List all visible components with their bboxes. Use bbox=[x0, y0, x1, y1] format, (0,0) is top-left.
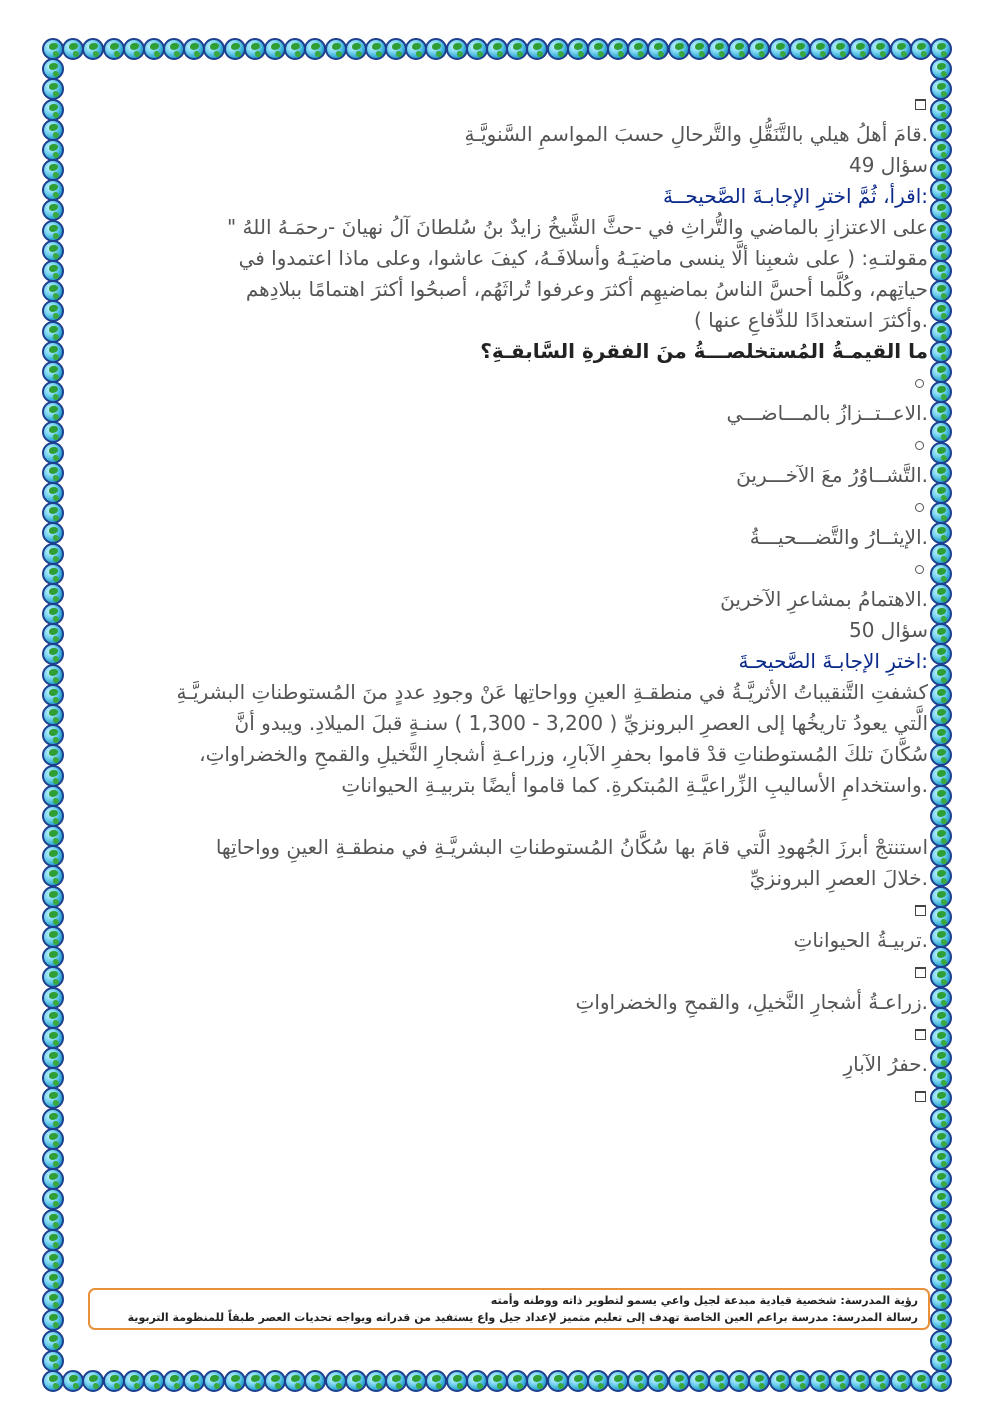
globe-icon bbox=[82, 1370, 104, 1392]
globe-icon bbox=[910, 38, 932, 60]
globe-icon bbox=[42, 1249, 64, 1271]
globe-icon bbox=[930, 926, 952, 948]
radio-button[interactable] bbox=[915, 503, 924, 512]
globe-icon bbox=[668, 38, 690, 60]
globe-icon bbox=[42, 664, 64, 686]
globe-icon bbox=[42, 421, 64, 443]
globe-icon bbox=[930, 1269, 952, 1291]
globe-icon bbox=[42, 946, 64, 968]
radio-button[interactable] bbox=[915, 441, 924, 450]
globe-icon bbox=[42, 1229, 64, 1251]
question-instruction: :اخترِ الإجابـةَ الصَّحيحـةَ bbox=[738, 649, 928, 673]
globe-icon bbox=[446, 38, 468, 60]
globe-icon bbox=[547, 1370, 569, 1392]
globe-icon bbox=[385, 38, 407, 60]
radio-row bbox=[75, 367, 928, 398]
globe-icon bbox=[425, 38, 447, 60]
checkbox[interactable] bbox=[915, 1091, 926, 1102]
globe-icon bbox=[728, 38, 750, 60]
globe-icon bbox=[668, 1370, 690, 1392]
globe-icon bbox=[405, 1370, 427, 1392]
globe-icon bbox=[486, 38, 508, 60]
question-instruction: :اقرأ، ثُمَّ اخترِ الإجابـةَ الصَّحيحــةَ bbox=[662, 184, 928, 208]
globe-icon bbox=[42, 1087, 64, 1109]
globe-icon bbox=[930, 300, 952, 322]
globe-icon bbox=[708, 38, 730, 60]
checkbox-row bbox=[75, 1080, 928, 1111]
globe-icon bbox=[930, 643, 952, 665]
globe-icon bbox=[42, 1168, 64, 1190]
globe-icon bbox=[829, 1370, 851, 1392]
globe-icon bbox=[42, 543, 64, 565]
answer-option-text: .تربيـةُ الحيواناتِ bbox=[793, 928, 928, 952]
globe-icon bbox=[930, 1249, 952, 1271]
checkbox-row bbox=[75, 956, 928, 987]
globe-icon bbox=[547, 38, 569, 60]
globe-icon bbox=[607, 38, 629, 60]
globe-icon bbox=[42, 1148, 64, 1170]
globe-icon bbox=[42, 987, 64, 1009]
globe-icon bbox=[42, 1289, 64, 1311]
globe-icon bbox=[930, 785, 952, 807]
globe-icon bbox=[42, 1128, 64, 1150]
globe-icon bbox=[930, 421, 952, 443]
globe-icon bbox=[607, 1370, 629, 1392]
globe-icon bbox=[42, 845, 64, 867]
globe-icon bbox=[42, 260, 64, 282]
globe-icon bbox=[42, 623, 64, 645]
globe-icon bbox=[365, 1370, 387, 1392]
globe-icon bbox=[42, 99, 64, 121]
passage-line: حياتِهم، وكُلَّما أحسَّ الناسُ بماضيهِم أكثرَ وعرفوا تُراثَهُم، أصبحُوا أكثرَ اهتمامًا ببلادِهم bbox=[245, 277, 928, 301]
globe-icon bbox=[62, 38, 84, 60]
globe-icon bbox=[244, 38, 266, 60]
globe-icon bbox=[930, 946, 952, 968]
answer-option-text: .الاهتمامُ بمشاعرِ الآخرينَ bbox=[720, 587, 928, 611]
globe-icon bbox=[930, 179, 952, 201]
globe-icon bbox=[930, 522, 952, 544]
radio-row bbox=[75, 553, 928, 584]
globe-icon bbox=[42, 280, 64, 302]
globe-icon bbox=[325, 1370, 347, 1392]
school-mission: رسالة المدرسة: مدرسة براعم العين الخاصة تهدف إلى تعليم متميز لإعداد جيل واع يستفيد من قدراته ويواجه تحديات العصر طبقاً للمنظومة التربوية bbox=[127, 1311, 918, 1324]
globe-icon bbox=[910, 1370, 932, 1392]
globe-icon bbox=[930, 1108, 952, 1130]
globe-icon bbox=[930, 825, 952, 847]
globe-icon bbox=[42, 159, 64, 181]
question-prompt: ما القيمـةُ المُستخلصـــةُ منَ الفقرةِ السَّابقـةِ؟ bbox=[480, 339, 928, 363]
globe-icon bbox=[42, 58, 64, 80]
globe-icon bbox=[82, 38, 104, 60]
answer-option-text: .حفرُ الآبارِ bbox=[843, 1052, 928, 1076]
globe-icon bbox=[930, 563, 952, 585]
globe-icon bbox=[930, 280, 952, 302]
globe-icon bbox=[466, 38, 488, 60]
globe-icon bbox=[42, 462, 64, 484]
globe-icon bbox=[930, 38, 952, 60]
globe-icon bbox=[244, 1370, 266, 1392]
school-footer-box bbox=[88, 1288, 930, 1330]
globe-icon bbox=[42, 684, 64, 706]
globe-icon bbox=[42, 906, 64, 928]
globe-icon bbox=[930, 1067, 952, 1089]
question-prompt: .خلالَ العصرِ البرونزيِّ bbox=[749, 866, 928, 890]
globe-icon bbox=[930, 966, 952, 988]
globe-icon bbox=[647, 38, 669, 60]
globe-icon bbox=[930, 987, 952, 1009]
globe-icon bbox=[183, 38, 205, 60]
globe-icon bbox=[345, 1370, 367, 1392]
globe-icon bbox=[42, 179, 64, 201]
answer-option-text: .الإيثــارُ والتَّضـــحيـــةُ bbox=[749, 525, 928, 549]
globe-icon bbox=[526, 38, 548, 60]
globe-icon bbox=[688, 38, 710, 60]
globe-icon bbox=[42, 1370, 64, 1392]
globe-icon bbox=[42, 744, 64, 766]
globe-icon bbox=[930, 845, 952, 867]
globe-icon bbox=[849, 1370, 871, 1392]
globe-icon bbox=[930, 260, 952, 282]
globe-icon bbox=[42, 966, 64, 988]
globe-icon bbox=[42, 139, 64, 161]
globe-icon bbox=[930, 1047, 952, 1069]
globe-icon bbox=[627, 1370, 649, 1392]
globe-icon bbox=[849, 38, 871, 60]
globe-icon bbox=[930, 1209, 952, 1231]
globe-icon bbox=[809, 38, 831, 60]
globe-icon bbox=[930, 744, 952, 766]
globe-icon bbox=[829, 38, 851, 60]
globe-icon bbox=[930, 442, 952, 464]
spacer bbox=[75, 801, 928, 832]
globe-icon bbox=[42, 240, 64, 262]
globe-icon bbox=[930, 664, 952, 686]
question-number: سؤال 50 bbox=[849, 618, 928, 642]
globe-icon bbox=[224, 1370, 246, 1392]
globe-icon bbox=[42, 381, 64, 403]
globe-icon bbox=[203, 38, 225, 60]
question-number: سؤال 49 bbox=[849, 153, 928, 177]
globe-icon bbox=[304, 38, 326, 60]
globe-icon bbox=[365, 38, 387, 60]
globe-icon bbox=[708, 1370, 730, 1392]
globe-icon bbox=[42, 321, 64, 343]
checkbox[interactable] bbox=[915, 967, 926, 978]
globe-icon bbox=[42, 1350, 64, 1372]
globe-icon bbox=[869, 1370, 891, 1392]
globe-icon bbox=[163, 1370, 185, 1392]
globe-icon bbox=[930, 99, 952, 121]
globe-icon bbox=[930, 623, 952, 645]
globe-icon bbox=[567, 38, 589, 60]
globe-icon bbox=[930, 220, 952, 242]
globe-icon bbox=[890, 1370, 912, 1392]
globe-icon bbox=[930, 462, 952, 484]
globe-icon bbox=[203, 1370, 225, 1392]
radio-row bbox=[75, 491, 928, 522]
globe-icon bbox=[42, 805, 64, 827]
globe-icon bbox=[42, 1047, 64, 1069]
globe-icon bbox=[103, 1370, 125, 1392]
checkbox[interactable] bbox=[915, 1029, 926, 1040]
globe-icon bbox=[506, 38, 528, 60]
globe-icon bbox=[930, 543, 952, 565]
globe-icon bbox=[930, 1289, 952, 1311]
globe-icon bbox=[123, 38, 145, 60]
globe-icon bbox=[930, 199, 952, 221]
globe-icon bbox=[930, 704, 952, 726]
globe-icon bbox=[42, 785, 64, 807]
passage-line: .وأكثرَ استعدادًا للدِّفاعِ عنها ) bbox=[694, 308, 928, 332]
globe-icon bbox=[930, 58, 952, 80]
passage-line: سُكَّانَ تلكَ المُستوطناتِ قدْ قاموا بحفرِ الآبارِ، وزراعـةِ أشجارِ النَّخيلِ والقمحِ والخضراواتِ، bbox=[199, 742, 928, 766]
globe-icon bbox=[506, 1370, 528, 1392]
globe-icon bbox=[789, 38, 811, 60]
globe-icon bbox=[930, 381, 952, 403]
globe-icon bbox=[930, 1087, 952, 1109]
globe-icon bbox=[930, 765, 952, 787]
globe-icon bbox=[930, 886, 952, 908]
globe-icon bbox=[123, 1370, 145, 1392]
checkbox-row bbox=[75, 894, 928, 925]
globe-icon bbox=[930, 361, 952, 383]
globe-icon bbox=[42, 300, 64, 322]
radio-button[interactable] bbox=[915, 565, 924, 574]
globe-icon bbox=[42, 1330, 64, 1352]
globe-icon bbox=[42, 361, 64, 383]
globe-icon bbox=[42, 1007, 64, 1029]
globe-icon bbox=[930, 865, 952, 887]
globe-icon bbox=[526, 1370, 548, 1392]
globe-icon bbox=[42, 482, 64, 504]
globe-icon bbox=[930, 159, 952, 181]
globe-icon bbox=[42, 1269, 64, 1291]
worksheet-content bbox=[75, 88, 928, 1111]
globe-icon bbox=[385, 1370, 407, 1392]
globe-icon bbox=[930, 502, 952, 524]
globe-icon bbox=[42, 825, 64, 847]
globe-icon bbox=[587, 38, 609, 60]
globe-icon bbox=[42, 220, 64, 242]
globe-icon bbox=[42, 522, 64, 544]
globe-icon bbox=[930, 1370, 952, 1392]
globe-icon bbox=[587, 1370, 609, 1392]
globe-icon bbox=[930, 1027, 952, 1049]
passage-line: مقولتـهِ: ( على شعبِنا ألَّا ينسى ماضيَـهُ وأسلافَـهُ، كيفَ عاشوا، وعلى ماذا اعتمدوا في bbox=[238, 246, 928, 270]
globe-icon bbox=[42, 1309, 64, 1331]
globe-icon bbox=[930, 1350, 952, 1372]
globe-icon bbox=[42, 401, 64, 423]
globe-icon bbox=[748, 1370, 770, 1392]
globe-icon bbox=[163, 38, 185, 60]
checkbox-row bbox=[75, 1018, 928, 1049]
globe-icon bbox=[42, 643, 64, 665]
globe-icon bbox=[42, 603, 64, 625]
globe-icon bbox=[42, 724, 64, 746]
globe-icon bbox=[789, 1370, 811, 1392]
globe-icon bbox=[769, 1370, 791, 1392]
answer-option-text: .قامَ أهلُ هيلي بالتَّنَقُّلِ والتَّرحالِ حسبَ المواسمِ السَّنويَّـةِ bbox=[464, 122, 928, 146]
globe-icon bbox=[930, 603, 952, 625]
globe-icon bbox=[809, 1370, 831, 1392]
school-vision: رؤية المدرسة: شخصية قيادية مبدعة لجيل واعي يسمو لتطوير ذاته ووطنه وأمته bbox=[490, 1294, 918, 1307]
radio-row bbox=[75, 429, 928, 460]
globe-icon bbox=[224, 38, 246, 60]
globe-icon bbox=[42, 119, 64, 141]
globe-icon bbox=[930, 321, 952, 343]
globe-icon bbox=[42, 78, 64, 100]
radio-button[interactable] bbox=[915, 379, 924, 388]
globe-icon bbox=[769, 38, 791, 60]
passage-line: .واستخدامِ الأساليبِ الزِّراعيَّـةِ المُبتكرةِ. كما قاموا أيضًا بتربيـةِ الحيواناتِ bbox=[341, 773, 928, 797]
globe-icon bbox=[304, 1370, 326, 1392]
globe-icon bbox=[627, 38, 649, 60]
globe-icon bbox=[930, 1168, 952, 1190]
globe-icon bbox=[688, 1370, 710, 1392]
globe-icon bbox=[284, 1370, 306, 1392]
globe-icon bbox=[647, 1370, 669, 1392]
globe-icon bbox=[42, 865, 64, 887]
globe-icon bbox=[869, 38, 891, 60]
globe-icon bbox=[264, 38, 286, 60]
globe-icon bbox=[930, 724, 952, 746]
globe-icon bbox=[930, 1128, 952, 1150]
globe-icon bbox=[930, 1188, 952, 1210]
globe-icon bbox=[42, 199, 64, 221]
checkbox[interactable] bbox=[915, 905, 926, 916]
globe-icon bbox=[345, 38, 367, 60]
passage-line: الَّتي يعودُ تاريخُها إلى العصرِ البرونزيِّ ( 3,200 - 1,300 ) سنـةٍ قبلَ الميلادِ. ويبدو أنَّ bbox=[234, 711, 928, 735]
globe-icon bbox=[42, 341, 64, 363]
globe-icon bbox=[42, 765, 64, 787]
globe-icon bbox=[567, 1370, 589, 1392]
globe-icon bbox=[42, 1188, 64, 1210]
globe-icon bbox=[42, 704, 64, 726]
globe-icon bbox=[890, 38, 912, 60]
answer-option-text: .التَّشــاوُرُ معَ الآخـــرينَ bbox=[736, 463, 928, 487]
globe-icon bbox=[42, 886, 64, 908]
answer-option-text: .الاعــتــزازُ بالمـــاضـــي bbox=[726, 401, 928, 425]
globe-icon bbox=[930, 1229, 952, 1251]
globe-icon bbox=[42, 502, 64, 524]
globe-icon bbox=[930, 906, 952, 928]
globe-icon bbox=[103, 38, 125, 60]
globe-icon bbox=[930, 805, 952, 827]
globe-icon bbox=[930, 482, 952, 504]
globe-icon bbox=[42, 1108, 64, 1130]
globe-icon bbox=[930, 401, 952, 423]
globe-icon bbox=[42, 926, 64, 948]
globe-icon bbox=[930, 1330, 952, 1352]
passage-line: كشفتِ التَّنقيباتُ الأثريَّـةُ في منطقـةِ العينِ وواحاتِها عَنْ وجودِ عددٍ منَ المُستوطناتِ البشريَّـةِ bbox=[176, 680, 928, 704]
answer-option-text: .زراعـةُ أشجارِ النَّخيلِ، والقمحِ والخضراواتِ bbox=[575, 990, 928, 1014]
globe-icon bbox=[42, 1027, 64, 1049]
question-prompt: استنتجْ أبرزَ الجُهودِ الَّتي قامَ بها سُكَّانُ المُستوطناتِ البشريَّـةِ في منطقـةِ العينِ وواحاتِها bbox=[215, 835, 928, 859]
globe-icon bbox=[930, 119, 952, 141]
globe-icon bbox=[930, 240, 952, 262]
globe-icon bbox=[930, 583, 952, 605]
globe-icon bbox=[930, 1148, 952, 1170]
globe-icon bbox=[930, 341, 952, 363]
checkbox[interactable] bbox=[915, 99, 926, 110]
globe-icon bbox=[446, 1370, 468, 1392]
globe-icon bbox=[42, 583, 64, 605]
globe-icon bbox=[143, 1370, 165, 1392]
globe-icon bbox=[143, 38, 165, 60]
globe-icon bbox=[405, 38, 427, 60]
globe-icon bbox=[325, 38, 347, 60]
globe-icon bbox=[486, 1370, 508, 1392]
globe-icon bbox=[42, 38, 64, 60]
globe-icon bbox=[930, 78, 952, 100]
globe-icon bbox=[930, 1007, 952, 1029]
passage-line: على الاعتزازِ بالماضي والتُّراثِ في -حثَّ الشَّيخُ زايدٌ بنُ سُلطانَ آلُ نهيانَ -رحمَـهُ اللهُ " bbox=[226, 215, 928, 239]
globe-icon bbox=[42, 1067, 64, 1089]
globe-icon bbox=[930, 684, 952, 706]
globe-icon bbox=[42, 442, 64, 464]
globe-icon bbox=[42, 1209, 64, 1231]
globe-icon bbox=[425, 1370, 447, 1392]
globe-icon bbox=[183, 1370, 205, 1392]
globe-icon bbox=[748, 38, 770, 60]
globe-icon bbox=[42, 563, 64, 585]
globe-icon bbox=[466, 1370, 488, 1392]
checkbox-row bbox=[75, 88, 928, 119]
globe-icon bbox=[264, 1370, 286, 1392]
globe-icon bbox=[62, 1370, 84, 1392]
globe-icon bbox=[284, 38, 306, 60]
globe-icon bbox=[930, 139, 952, 161]
globe-icon bbox=[930, 1309, 952, 1331]
globe-icon bbox=[728, 1370, 750, 1392]
